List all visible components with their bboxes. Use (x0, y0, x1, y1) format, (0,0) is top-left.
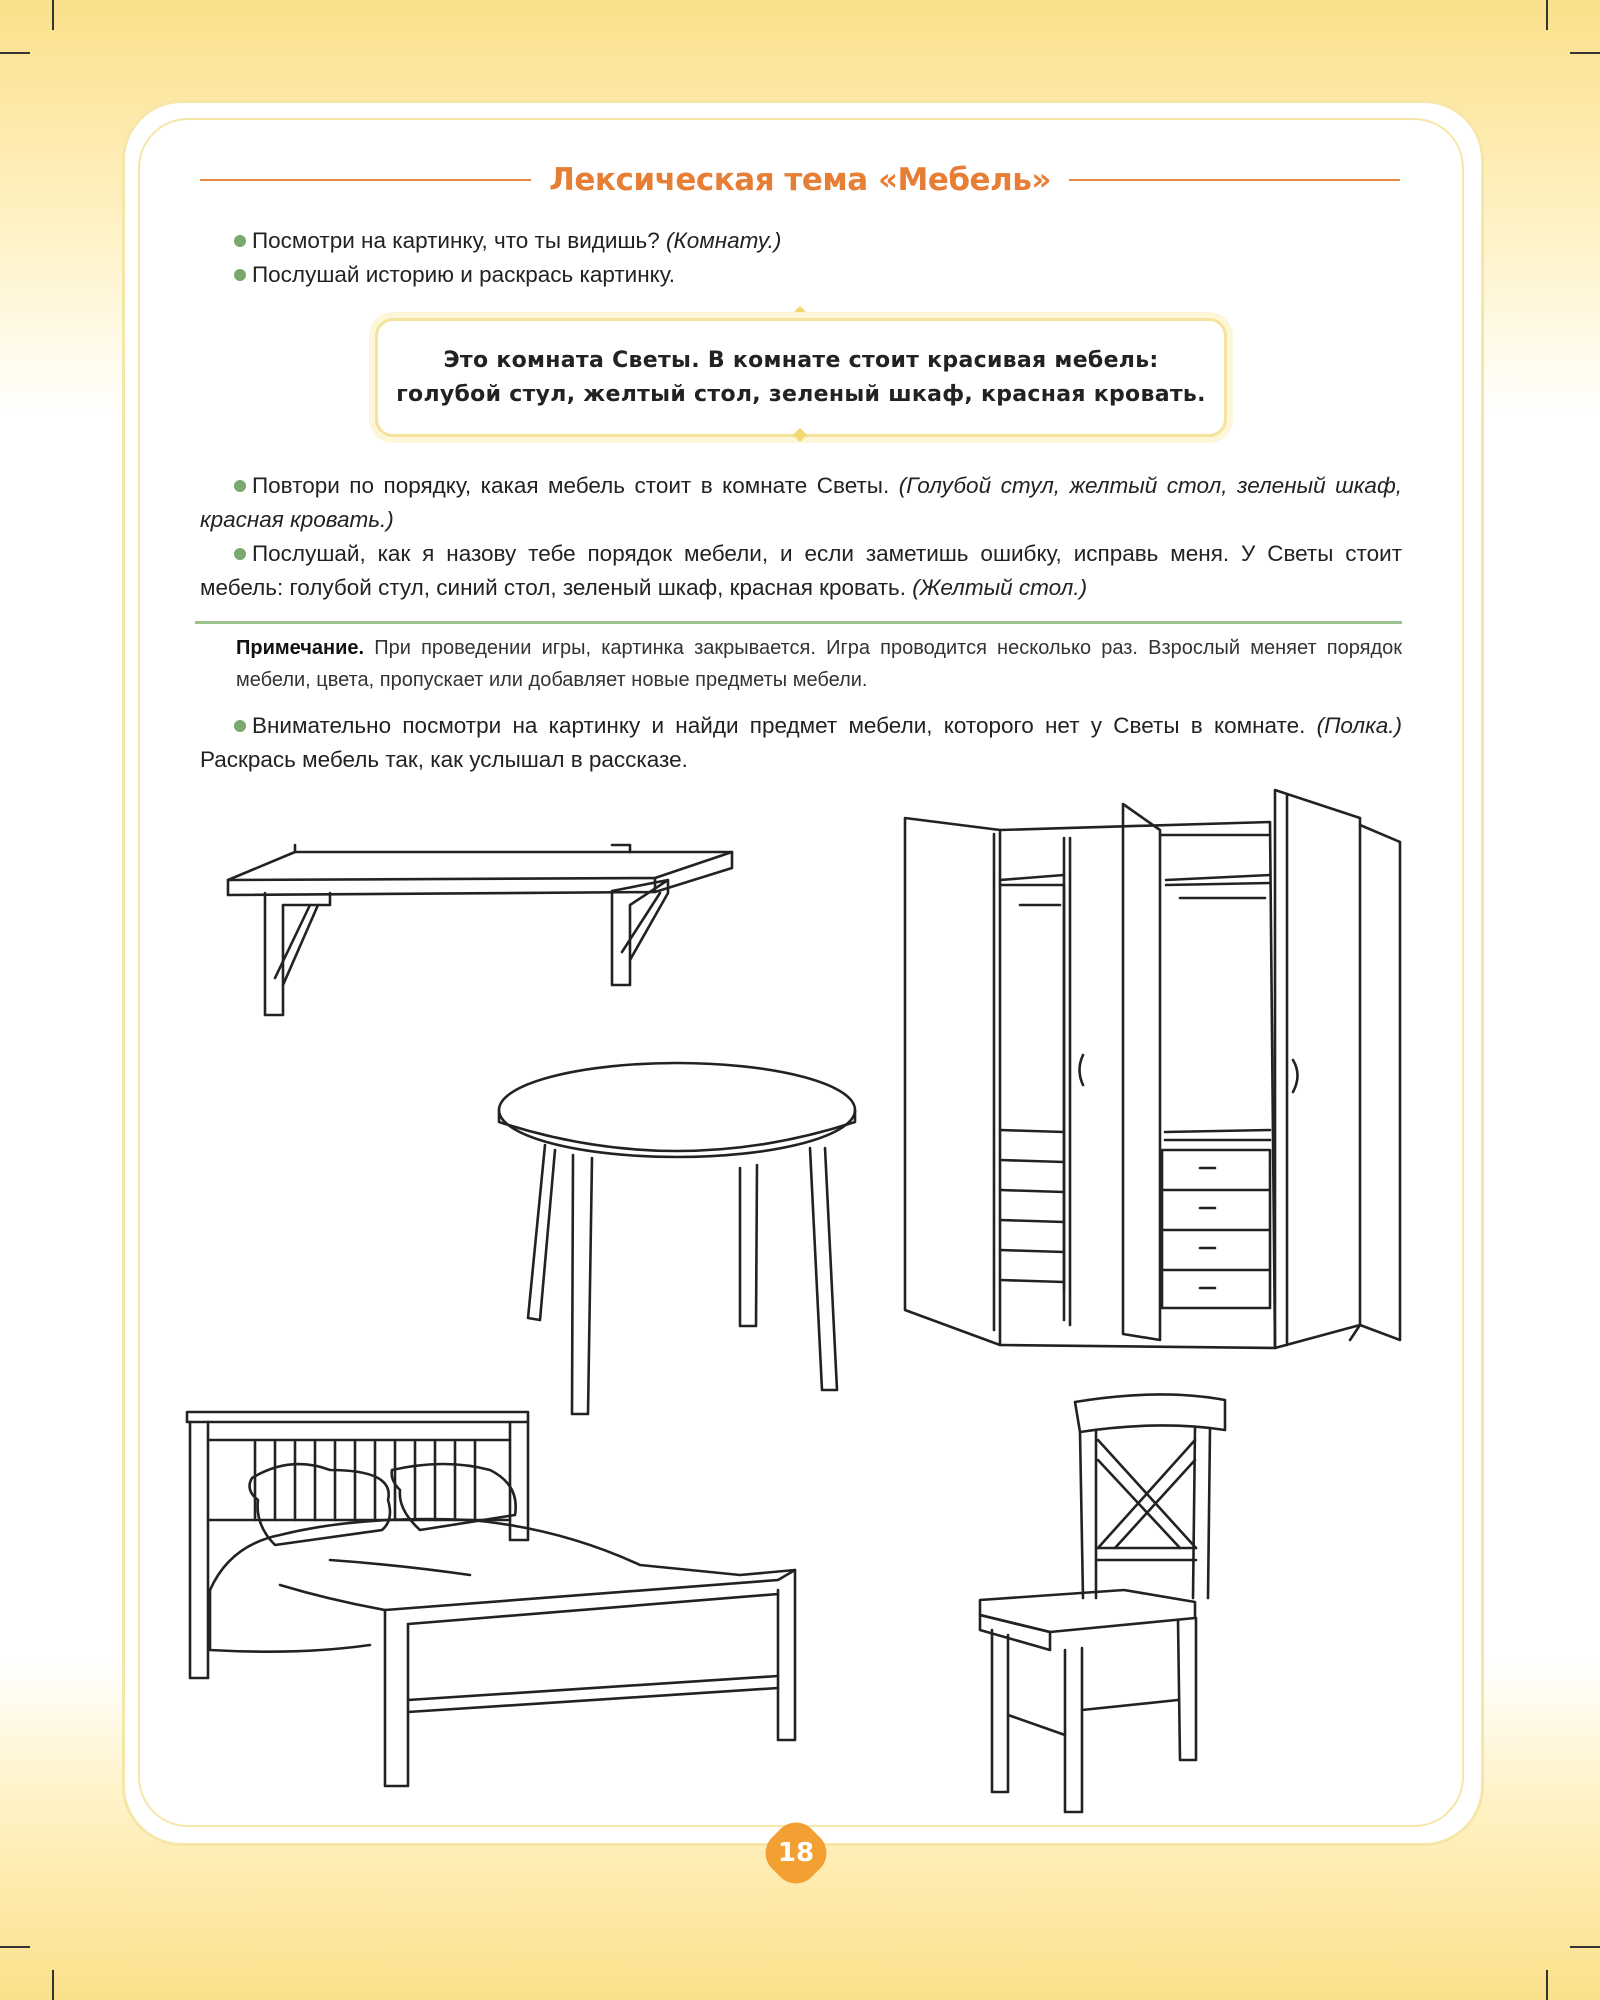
intro-answer: (Комнату.) (666, 228, 782, 253)
page-number (768, 1825, 824, 1881)
round-table-illustration (499, 1063, 855, 1414)
bed-illustration (187, 1412, 795, 1786)
task-3-text-2: Раскрась мебель так, как услышал в рассказе. (200, 747, 688, 772)
story-line-2: голубой стул, желтый стол, зеленый шкаф, красная кровать. (396, 381, 1206, 407)
page-number-text: 18 (777, 1838, 815, 1868)
task-1-answer: (Голубой стул, желтый стол, зеленый шкаф, красная кровать.) (200, 473, 1402, 532)
task-3-text: Внимательно посмотри на картинку и найди предмет мебели, которого нет у Светы в комнате. (252, 713, 1317, 738)
chair-illustration (980, 1394, 1225, 1812)
task-3-answer: (Полка.) (1316, 713, 1402, 738)
task-2-text: Послушай, как я назову тебе порядок мебели, и если заметишь ошибку, исправь меня. У Светы стоит мебель: голубой стул, синий стол, зеленый шкаф, красная кровать. (200, 541, 1402, 600)
shelf-illustration (228, 845, 732, 1015)
story-line-1: Это комната Светы. В комнате стоит красивая мебель: (443, 347, 1159, 373)
task-2-answer: (Желтый стол.) (912, 575, 1088, 600)
note-text: При проведении игры, картинка закрывается. Игра проводится несколько раз. Взрослый меняет порядок мебели, цвета, пропускает или добавляет новые предметы мебели. (236, 637, 1402, 691)
intro-question: Посмотри на картинку, что ты видишь? (252, 228, 667, 253)
intro-instruction: Послушай историю и раскрась картинку. (252, 262, 675, 287)
wardrobe-illustration (905, 790, 1400, 1348)
task-1-text: Повтори по порядку, какая мебель стоит в комнате Светы. (252, 473, 899, 498)
note-label: Примечание. (236, 637, 365, 659)
page-title: Лексическая тема «Мебель» (549, 162, 1051, 198)
